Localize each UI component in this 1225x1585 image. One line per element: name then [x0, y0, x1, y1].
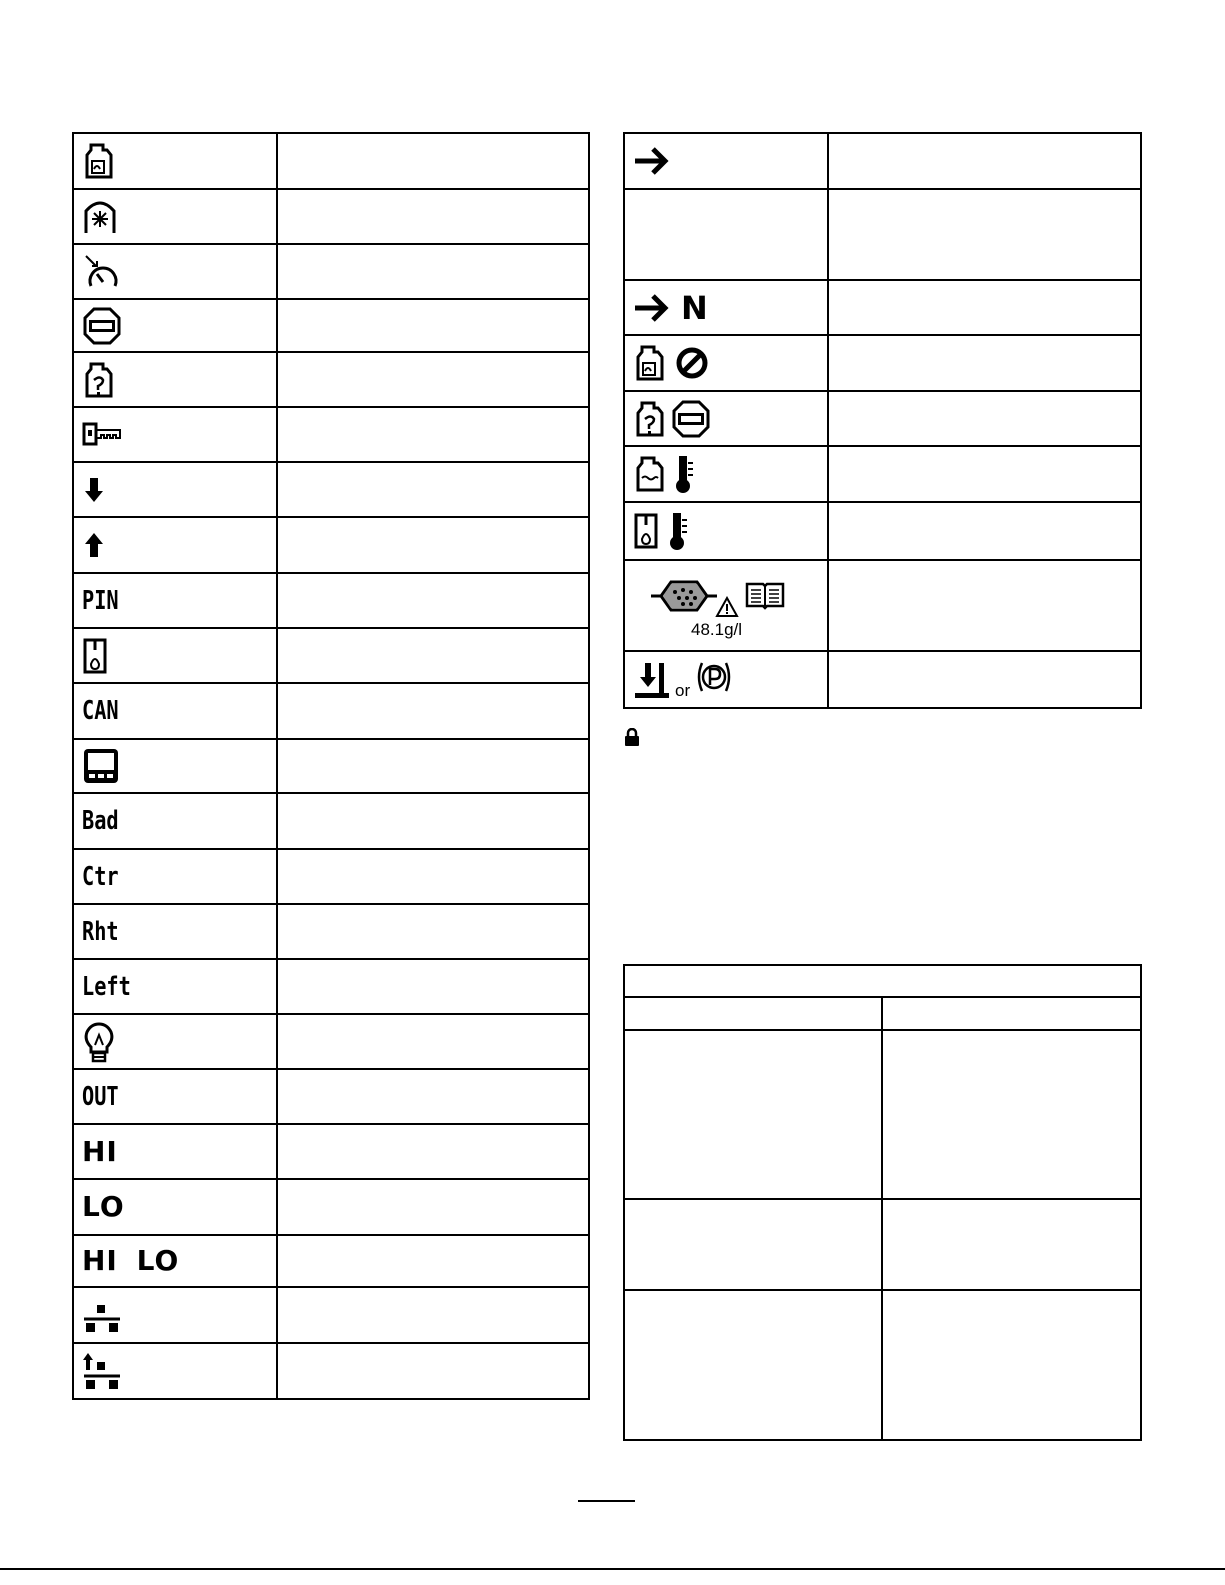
table-row	[73, 1014, 589, 1069]
symbol-cell	[73, 739, 277, 793]
parking-brake-lever-icon	[633, 661, 671, 701]
symbol-cell	[73, 407, 277, 462]
table-row	[73, 683, 589, 739]
description-cell	[277, 739, 589, 793]
description-cell	[277, 133, 589, 189]
description-cell	[828, 133, 1141, 189]
out-text-icon: OUT	[82, 1081, 119, 1112]
description-cell	[277, 1014, 589, 1069]
parking-brake-icon	[694, 659, 734, 695]
symbol-cell	[624, 560, 828, 651]
table-row	[624, 335, 1141, 391]
left-text-icon: Left	[82, 971, 131, 1002]
description-cell	[277, 1343, 589, 1399]
description-cell	[277, 1179, 589, 1235]
description-cell	[277, 1069, 589, 1124]
stop-icon	[671, 399, 711, 439]
engine-fault-icon	[633, 399, 667, 439]
symbol-cell	[73, 959, 277, 1014]
right-symbol-table	[623, 132, 1142, 709]
arrow-right-icon	[633, 292, 673, 324]
table-row	[73, 904, 589, 959]
traction-up-icon	[82, 1350, 122, 1392]
description-cell	[828, 446, 1141, 502]
table-row	[624, 560, 1141, 651]
description-cell	[277, 1124, 589, 1179]
description-cell	[277, 462, 589, 517]
symbol-cell	[624, 280, 828, 335]
table-row	[73, 407, 589, 462]
table-row	[73, 1343, 589, 1399]
symbol-cell	[73, 1124, 277, 1179]
table-row	[73, 1179, 589, 1235]
table-header-cell	[624, 997, 882, 1030]
symbol-cell	[73, 1343, 277, 1399]
engine-coolant-icon	[633, 454, 667, 494]
description-cell	[277, 299, 589, 352]
description-cell	[828, 335, 1141, 391]
display-module-icon	[82, 747, 120, 785]
description-cell	[277, 683, 589, 739]
symbol-cell	[73, 904, 277, 959]
symbol-cell	[73, 299, 277, 352]
description-cell	[277, 849, 589, 904]
table-cell	[882, 1199, 1141, 1290]
arrow-up-icon	[82, 530, 106, 560]
table-row	[73, 849, 589, 904]
symbol-cell	[624, 651, 828, 708]
description-cell	[828, 189, 1141, 280]
left-symbol-table	[72, 132, 590, 1400]
table-row	[624, 1030, 1141, 1199]
can-text-icon: CAN	[82, 696, 119, 726]
symbol-cell	[73, 244, 277, 299]
symbol-cell	[624, 391, 828, 446]
table-row	[624, 391, 1141, 446]
table-row	[624, 651, 1141, 708]
description-cell	[828, 280, 1141, 335]
table-row	[624, 446, 1141, 502]
table-row	[624, 280, 1141, 335]
page-number-rule	[578, 1500, 635, 1502]
description-cell	[277, 244, 589, 299]
table-row	[73, 1069, 589, 1124]
description-cell	[277, 352, 589, 407]
engine-glow-icon	[633, 343, 667, 383]
description-cell	[828, 502, 1141, 560]
light-bulb-icon	[82, 1021, 116, 1063]
neutral-letter: N	[681, 288, 709, 327]
arrow-down-icon	[82, 475, 106, 505]
table-title-cell	[624, 965, 1141, 997]
symbol-cell	[73, 628, 277, 683]
symbol-cell	[73, 1287, 277, 1343]
table-row	[624, 502, 1141, 560]
engine-fault-icon	[82, 360, 116, 400]
dpf-soot-value: 48.1g/l	[691, 619, 743, 639]
ctr-text-icon: Ctr	[82, 861, 119, 892]
symbol-cell	[624, 133, 828, 189]
description-cell	[277, 904, 589, 959]
table-cell	[882, 1290, 1141, 1440]
table-header-row	[624, 997, 1141, 1030]
lock-icon	[624, 728, 640, 746]
thermometer-icon	[667, 511, 689, 551]
table-row	[73, 244, 589, 299]
description-cell	[828, 651, 1141, 708]
dpf-filter-icon	[649, 576, 719, 616]
table-row	[73, 462, 589, 517]
table-row	[73, 628, 589, 683]
symbol-cell	[624, 446, 828, 502]
description-cell	[277, 573, 589, 628]
table-row	[73, 352, 589, 407]
symbol-cell	[624, 335, 828, 391]
table-cell	[624, 1199, 882, 1290]
symbol-cell	[73, 1179, 277, 1235]
engine-glow-icon	[82, 141, 116, 181]
table-row	[73, 573, 589, 628]
description-cell	[277, 189, 589, 244]
symbol-cell	[73, 1014, 277, 1069]
footer-rule	[0, 1568, 1225, 1570]
prohibited-icon	[675, 346, 709, 380]
table-title-row	[624, 965, 1141, 997]
description-cell	[828, 391, 1141, 446]
lo-text-icon: LO	[82, 1190, 125, 1223]
symbol-cell	[73, 793, 277, 849]
arrow-right-icon	[633, 145, 673, 177]
table-row	[73, 1124, 589, 1179]
symbol-cell	[73, 189, 277, 244]
table-row	[73, 133, 589, 189]
bad-text-icon: Bad	[82, 806, 119, 836]
table-row	[73, 517, 589, 573]
symbol-cell	[624, 189, 828, 280]
table-row	[73, 739, 589, 793]
description-cell	[277, 959, 589, 1014]
table-row	[624, 133, 1141, 189]
rht-text-icon: Rht	[82, 916, 119, 947]
table-cell	[624, 1030, 882, 1199]
description-cell	[277, 1235, 589, 1287]
table-row	[73, 959, 589, 1014]
symbol-cell	[73, 849, 277, 904]
lower-right-table	[623, 964, 1142, 1441]
symbol-cell	[73, 517, 277, 573]
pin-text-icon: PIN	[82, 585, 119, 616]
description-cell	[277, 517, 589, 573]
table-row	[624, 1199, 1141, 1290]
warning-triangle-icon	[715, 596, 739, 618]
hi-text-icon: HI	[82, 1134, 118, 1168]
table-row	[73, 1287, 589, 1343]
symbol-cell	[73, 1235, 277, 1287]
description-cell	[828, 560, 1141, 651]
description-cell	[277, 793, 589, 849]
speed-throttle-icon	[82, 252, 122, 292]
table-header-cell	[882, 997, 1141, 1030]
symbol-cell	[624, 502, 828, 560]
symbol-cell	[73, 683, 277, 739]
intake-heater-icon	[82, 197, 118, 237]
table-row	[73, 189, 589, 244]
symbol-cell	[73, 573, 277, 628]
table-row	[73, 793, 589, 849]
symbol-cell	[73, 462, 277, 517]
hydraulic-level-icon	[82, 636, 110, 676]
hi-lo-text-icon: HI LO	[82, 1244, 180, 1277]
symbol-cell	[73, 133, 277, 189]
key-icon	[82, 420, 122, 450]
table-cell	[882, 1030, 1141, 1199]
or-label: or	[675, 680, 691, 700]
table-row	[624, 1290, 1141, 1440]
manual-book-icon	[745, 580, 785, 610]
hydraulic-level-icon	[633, 511, 661, 551]
description-cell	[277, 1287, 589, 1343]
traction-icon	[82, 1295, 122, 1335]
table-row	[624, 189, 1141, 280]
table-row	[73, 299, 589, 352]
stop-icon	[82, 306, 122, 346]
symbol-cell	[73, 1069, 277, 1124]
table-cell	[624, 1290, 882, 1440]
symbol-cell	[73, 352, 277, 407]
table-row	[73, 1235, 589, 1287]
description-cell	[277, 407, 589, 462]
thermometer-icon	[673, 454, 695, 494]
description-cell	[277, 628, 589, 683]
